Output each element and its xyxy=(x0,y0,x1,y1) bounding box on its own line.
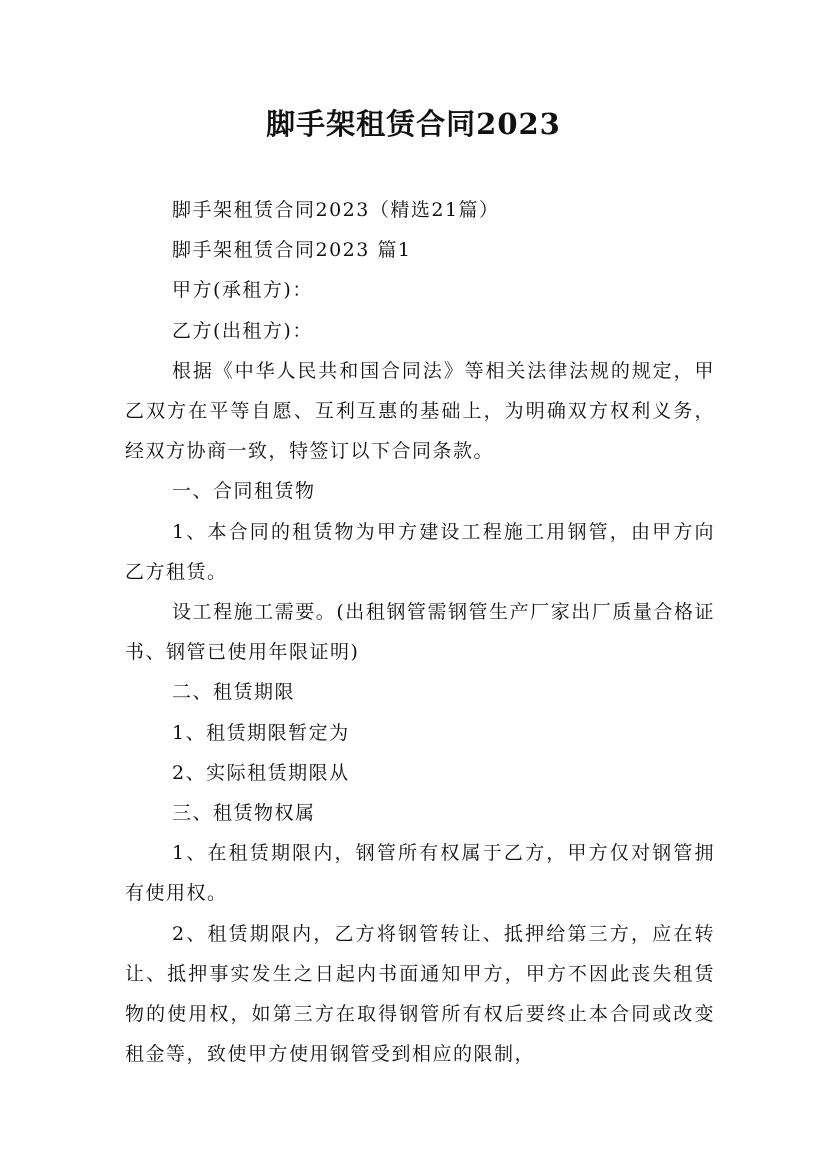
paragraph-clause: 1、租赁期限暂定为 xyxy=(172,721,350,744)
document-title: 脚手架租赁合同2023 xyxy=(266,107,561,141)
section-heading-2: 二、租赁期限 xyxy=(172,681,296,704)
paragraph-party-a: 甲方(承租方)： xyxy=(172,279,313,302)
paragraph-article-title: 脚手架租赁合同2023 篇1 xyxy=(172,239,412,262)
section-heading-1: 一、合同租赁物 xyxy=(172,480,316,503)
document-body xyxy=(125,190,715,1074)
paragraph-clause: 2、租赁期限内，乙方将钢管转让、抵押给第三方，应在转让、抵押事实发生之日起内书面通知甲方，甲方不因此丧失租赁物的使用权，如第三方在取得钢管所有权后要终止本合同或改变租金等，致使甲方使用钢管受到相应的限制， xyxy=(125,922,715,1066)
paragraph-clause: 1、在租赁期限内，钢管所有权属于乙方，甲方仅对钢管拥有使用权。 xyxy=(125,842,715,905)
paragraph-clause: 设工程施工需要。(出租钢管需钢管生产厂家出厂质量合格证书、钢管已使用年限证明) xyxy=(125,601,715,664)
paragraph-clause: 2、实际租赁期限从 xyxy=(172,761,350,784)
paragraph-preamble: 根据《中华人民共和国合同法》等相关法律法规的规定，甲乙双方在平等自愿、互利互惠的基础上，为明确双方权利义务，经双方协商一致，特签订以下合同条款。 xyxy=(125,359,715,463)
paragraph-clause: 1、本合同的租赁物为甲方建设工程施工用钢管，由甲方向乙方租赁。 xyxy=(125,520,715,583)
paragraph-heading-collection: 脚手架租赁合同2023（精选21篇） xyxy=(172,199,500,221)
paragraph-party-b: 乙方(出租方)： xyxy=(172,319,313,342)
section-heading-3: 三、租赁物权属 xyxy=(172,802,316,825)
